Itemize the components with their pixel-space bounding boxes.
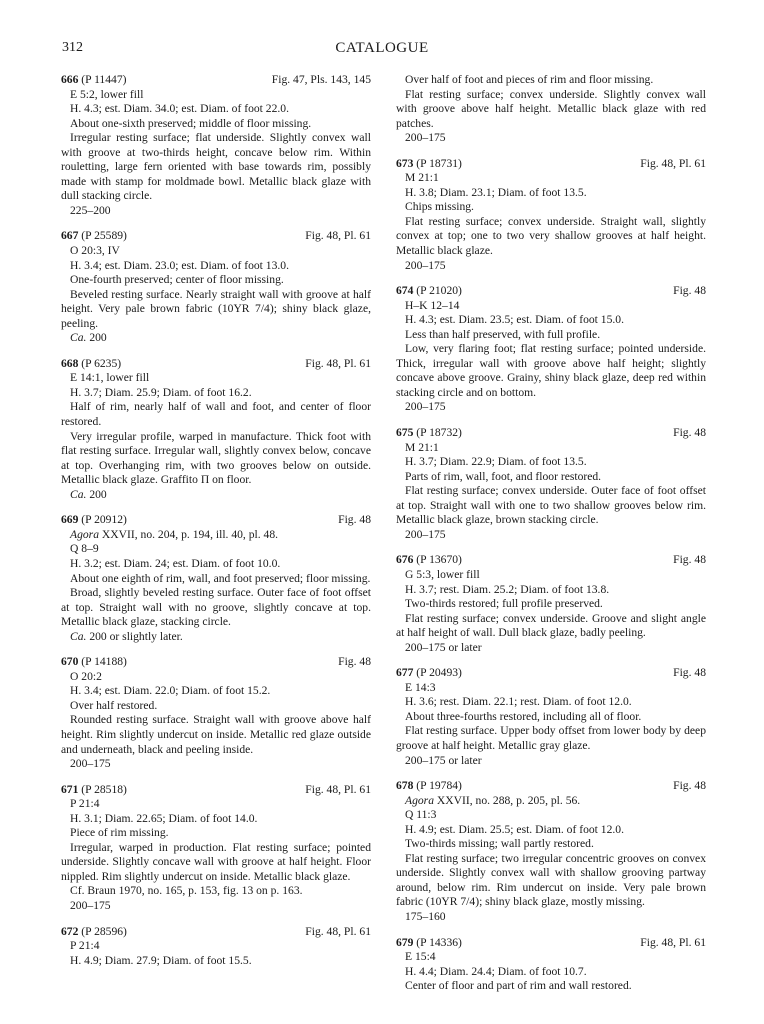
entry-detail: H. 4.4; Diam. 24.4; Diam. of foot 10.7. xyxy=(405,964,587,978)
entry-date: 200–175 xyxy=(405,527,446,541)
entry-id xyxy=(396,553,462,568)
entry-detail: E 5:2, lower fill xyxy=(70,87,144,101)
entry-date: 200–175 xyxy=(70,757,111,771)
entry-heading xyxy=(396,666,706,681)
running-title: CATALOGUE xyxy=(335,40,429,56)
figure-reference: Fig. 48 xyxy=(673,666,706,680)
entry-detail: Piece of rim missing. xyxy=(70,826,169,840)
entry-number: 679 xyxy=(396,935,414,949)
entry-detail: Q 8–9 xyxy=(70,542,99,556)
catalogue-entry xyxy=(61,229,371,345)
entry-detail: M 21:1 xyxy=(405,440,439,454)
inventory-number: (P 20493) xyxy=(413,666,462,680)
entry-detail: H. 3.7; rest. Diam. 25.2; Diam. of foot 13.8. xyxy=(405,582,610,596)
page-number: 312 xyxy=(62,40,83,55)
entry-detail: Two-thirds missing; wall partly restored. xyxy=(405,837,594,851)
entry-number: 678 xyxy=(396,779,414,793)
entry-detail: P 21:4 xyxy=(70,797,100,811)
entry-heading xyxy=(61,229,371,244)
entry-detail: About one-sixth preserved; middle of floor missing. xyxy=(70,116,312,130)
entry-detail: H. 3.4; est. Diam. 22.0; Diam. of foot 15.2. xyxy=(70,684,271,698)
entry-description: Irregular, warped in production. Flat resting surface; pointed underside. Slightly concave wall with groove at half height. Floor nippled. Rim slightly undercut on inside. Metallic black glaze. xyxy=(61,840,371,883)
figure-reference: Fig. 48 xyxy=(673,426,706,440)
entry-detail: One-fourth preserved; center of floor missing. xyxy=(70,273,284,287)
entry-description: Very irregular profile, warped in manufacture. Thick foot with flat resting surface. Irregular wall, slightly convex below, concave at top. Overhanging rim, with two grooves below on outside. Metallic black glaze. Graffito Π on floor. xyxy=(61,429,371,487)
inventory-number: (P 14336) xyxy=(413,935,462,949)
entry-detail: P 21:4 xyxy=(70,939,100,953)
entry-heading xyxy=(61,73,371,88)
entry-description: Broad, slightly beveled resting surface. Outer face of foot offset at top. Straight wall with no groove, slightly concave at top. Metallic black glaze, stacking circle. xyxy=(61,586,371,629)
inventory-number: (P 19784) xyxy=(413,779,462,793)
entry-heading xyxy=(61,783,371,798)
date-prefix: Ca. xyxy=(70,629,87,643)
inventory-number: (P 18731) xyxy=(413,156,462,170)
entry-date: Ca. 200 xyxy=(70,331,107,345)
figure-reference: Fig. 48, Pl. 61 xyxy=(305,229,371,243)
entry-number: 674 xyxy=(396,284,414,298)
entry-detail: Two-thirds restored; full profile preserved. xyxy=(405,597,603,611)
entry-description: Cf. Braun 1970, no. 165, p. 153, fig. 13 on p. 163. xyxy=(70,884,303,898)
entry-id xyxy=(396,284,462,299)
entry-date: 200–175 or later xyxy=(405,753,482,767)
entry-detail: E 14:3 xyxy=(405,680,436,694)
entry-detail: Over half restored. xyxy=(70,698,158,712)
inventory-number: (P 25589) xyxy=(78,229,127,243)
entry-heading xyxy=(396,553,706,568)
entry-number: 672 xyxy=(61,924,79,938)
entry-detail: Over half of foot and pieces of rim and floor missing. xyxy=(405,73,654,86)
entry-description: Flat resting surface; two irregular concentric grooves on convex underside. Slightly convex wall with shallow grooving partway around, below rim. Rim undercut on inside. Very pale brown fabric (10YR 7/4); shiny black glaze, mostly missing. xyxy=(396,851,706,909)
entry-detail: H. 3.6; rest. Diam. 22.1; rest. Diam. of foot 12.0. xyxy=(405,695,632,709)
inventory-number: (P 21020) xyxy=(413,284,462,298)
entry-id xyxy=(61,73,126,88)
entry-number: 667 xyxy=(61,229,79,243)
entry-detail: H. 3.1; Diam. 22.65; Diam. of foot 14.0. xyxy=(70,811,258,825)
right-column xyxy=(396,73,706,1005)
figure-reference: Fig. 48, Pl. 61 xyxy=(305,924,371,938)
catalogue-entry xyxy=(61,655,371,771)
entry-detail: About three-fourths restored, including all of floor. xyxy=(405,709,642,723)
entry-id xyxy=(61,513,127,528)
entry-heading xyxy=(61,357,371,372)
entry-detail: H. 3.7; Diam. 22.9; Diam. of foot 13.5. xyxy=(405,455,587,469)
entry-detail: H. 3.8; Diam. 23.1; Diam. of foot 13.5. xyxy=(405,185,587,199)
publication-reference: Agora XXVII, no. 288, p. 205, pl. 56. xyxy=(405,793,581,807)
catalogue-entry xyxy=(61,357,371,502)
catalogue-entry xyxy=(396,284,706,415)
entry-description: Half of rim, nearly half of wall and foot, and center of floor restored. xyxy=(61,400,371,429)
entry-detail: Chips missing. xyxy=(405,200,474,214)
inventory-number: (P 28596) xyxy=(78,924,127,938)
entry-number: 670 xyxy=(61,655,79,669)
entry-id xyxy=(396,666,462,681)
entry-number: 671 xyxy=(61,782,79,796)
publication-reference: Agora XXVII, no. 204, p. 194, ill. 40, pl. 48. xyxy=(70,527,279,541)
entry-heading xyxy=(396,779,706,794)
entry-detail: G 5:3, lower fill xyxy=(405,567,480,581)
entry-description: Flat resting surface; convex underside. Outer face of foot offset at top. Straight wall with one to two shallow grooves below rim. Metallic black glaze, brown stacking circle. xyxy=(396,484,706,527)
figure-reference: Fig. 48 xyxy=(673,284,706,298)
entry-heading xyxy=(396,157,706,172)
figure-reference: Fig. 48, Pl. 61 xyxy=(305,782,371,796)
entry-number: 668 xyxy=(61,356,79,370)
entry-description: Rounded resting surface. Straight wall with groove above half height. Rim slightly undercut on inside. Metallic red glaze outside and underneath, black and peeling inside. xyxy=(61,713,371,756)
catalogue-entry xyxy=(396,779,706,924)
entry-number: 677 xyxy=(396,666,414,680)
entry-detail: O 20:3, IV xyxy=(70,244,120,258)
inventory-number: (P 20912) xyxy=(78,513,127,527)
entry-description: Irregular resting surface; flat underside. Slightly convex wall with groove at two-thirds height, concave below rim. Within rouletting, large fern oriented with base towards rim, possibly made with stamp for moldmade bowl. Metallic black glaze with dull stacking circle. xyxy=(61,131,371,203)
entry-id xyxy=(61,655,127,670)
entry-detail: M 21:1 xyxy=(405,171,439,185)
publication-title: Agora xyxy=(70,527,99,541)
entry-id xyxy=(61,925,127,940)
page-header xyxy=(62,40,702,62)
entry-detail: H. 4.9; Diam. 27.9; Diam. of foot 15.5. xyxy=(70,953,252,967)
entry-number: 676 xyxy=(396,553,414,567)
catalogue-entry-continuation xyxy=(396,73,706,146)
entry-detail: Parts of rim, wall, foot, and floor restored. xyxy=(405,469,602,483)
entry-date: 225–200 xyxy=(70,203,111,217)
catalogue-entry xyxy=(61,513,371,644)
entry-description: Flat resting surface; convex underside. Slightly convex wall with groove above half height. Metallic black glaze with red patches. xyxy=(396,87,706,130)
entry-description: About one eighth of rim, wall, and foot preserved; floor missing. xyxy=(70,571,371,585)
figure-reference: Fig. 48, Pl. 61 xyxy=(305,356,371,370)
entry-detail: O 20:2 xyxy=(70,669,102,683)
entry-number: 666 xyxy=(61,73,79,86)
inventory-number: (P 14188) xyxy=(78,655,127,669)
catalogue-entry xyxy=(396,553,706,655)
entry-description: Low, very flaring foot; flat resting surface; pointed underside. Thick, irregular wall with groove above half height; slightly concave above groove. Grainy, shiny black glaze, deep red within stacking circle and on bottom. xyxy=(396,342,706,399)
catalogue-entry xyxy=(396,426,706,542)
figure-reference: Fig. 48 xyxy=(673,553,706,567)
catalogue-entry xyxy=(396,666,706,768)
date-prefix: Ca. xyxy=(70,487,87,501)
entry-detail: E 15:4 xyxy=(405,950,436,964)
entry-date: 200–175 xyxy=(70,898,111,912)
entry-date: 200–175 or later xyxy=(405,640,482,654)
entry-id xyxy=(396,936,462,951)
figure-reference: Fig. 48, Pl. 61 xyxy=(640,156,706,170)
entry-heading xyxy=(61,925,371,940)
entry-detail: H. 3.7; Diam. 25.9; Diam. of foot 16.2. xyxy=(70,385,252,399)
figure-reference: Fig. 47, Pls. 143, 145 xyxy=(271,73,371,86)
entry-id xyxy=(396,779,462,794)
catalogue-entry xyxy=(61,783,371,914)
entry-detail: H–K 12–14 xyxy=(405,298,460,312)
entry-heading xyxy=(396,936,706,951)
entry-heading xyxy=(61,655,371,670)
entry-detail: H. 3.4; est. Diam. 23.0; est. Diam. of foot 13.0. xyxy=(70,258,289,272)
catalogue-entry xyxy=(61,73,371,218)
entry-date: 200–175 xyxy=(405,258,446,272)
entry-date: 200–175 xyxy=(405,400,446,414)
entry-id xyxy=(61,229,127,244)
entry-heading xyxy=(396,426,706,441)
entry-detail: E 14:1, lower fill xyxy=(70,371,150,385)
entry-date: Ca. 200 xyxy=(70,487,107,501)
entry-number: 675 xyxy=(396,426,414,440)
entry-description: Flat resting surface; convex underside. Straight wall, slightly convex at top; one to two very shallow grooves at half height. Metallic black glaze. xyxy=(396,214,706,258)
inventory-number: (P 18732) xyxy=(413,426,462,440)
inventory-number: (P 11447) xyxy=(78,73,127,86)
entry-date: Ca. 200 or slightly later. xyxy=(70,629,183,643)
entry-id xyxy=(61,783,127,798)
figure-reference: Fig. 48 xyxy=(338,513,371,527)
entry-date: 200–175 xyxy=(405,131,446,145)
figure-reference: Fig. 48, Pl. 61 xyxy=(640,935,706,949)
entry-id xyxy=(61,357,121,372)
figure-reference: Fig. 48 xyxy=(338,655,371,669)
figure-reference: Fig. 48 xyxy=(673,779,706,793)
entry-id xyxy=(396,426,462,441)
left-column xyxy=(61,73,371,979)
catalogue-entry xyxy=(396,936,706,994)
entry-detail: H. 3.2; est. Diam. 24; est. Diam. of foot 10.0. xyxy=(70,556,281,570)
entry-detail: H. 4.3; est. Diam. 34.0; est. Diam. of foot 22.0. xyxy=(70,102,289,116)
entry-heading xyxy=(396,284,706,299)
entry-detail: Center of floor and part of rim and wall restored. xyxy=(405,979,632,993)
entry-description: Beveled resting surface. Nearly straight wall with groove at half height. Very pale brown fabric (10YR 7/4); shiny black glaze, peeling. xyxy=(61,287,371,330)
entry-id xyxy=(396,157,462,172)
entry-description: Flat resting surface; convex underside. Groove and slight angle at half height of wall. Dull black glaze, badly peeling. xyxy=(396,611,706,640)
entry-heading xyxy=(61,513,371,528)
catalogue-entry xyxy=(396,157,706,273)
entry-detail: Q 11:3 xyxy=(405,808,437,822)
inventory-number: (P 6235) xyxy=(78,356,122,370)
inventory-number: (P 13670) xyxy=(413,553,462,567)
entry-date: 175–160 xyxy=(405,909,446,923)
entry-description: Flat resting surface. Upper body offset from lower body by deep groove at half height. Metallic gray glaze. xyxy=(396,724,706,752)
inventory-number: (P 28518) xyxy=(78,782,127,796)
entry-detail: H. 4.3; est. Diam. 23.5; est. Diam. of foot 15.0. xyxy=(405,313,624,327)
entry-detail: H. 4.9; est. Diam. 25.5; est. Diam. of foot 12.0. xyxy=(405,822,624,836)
entry-number: 673 xyxy=(396,156,414,170)
entry-detail: Less than half preserved, with full profile. xyxy=(405,327,601,341)
publication-title: Agora xyxy=(405,793,434,807)
entry-number: 669 xyxy=(61,513,79,527)
date-prefix: Ca. xyxy=(70,331,87,345)
catalogue-entry xyxy=(61,925,371,969)
